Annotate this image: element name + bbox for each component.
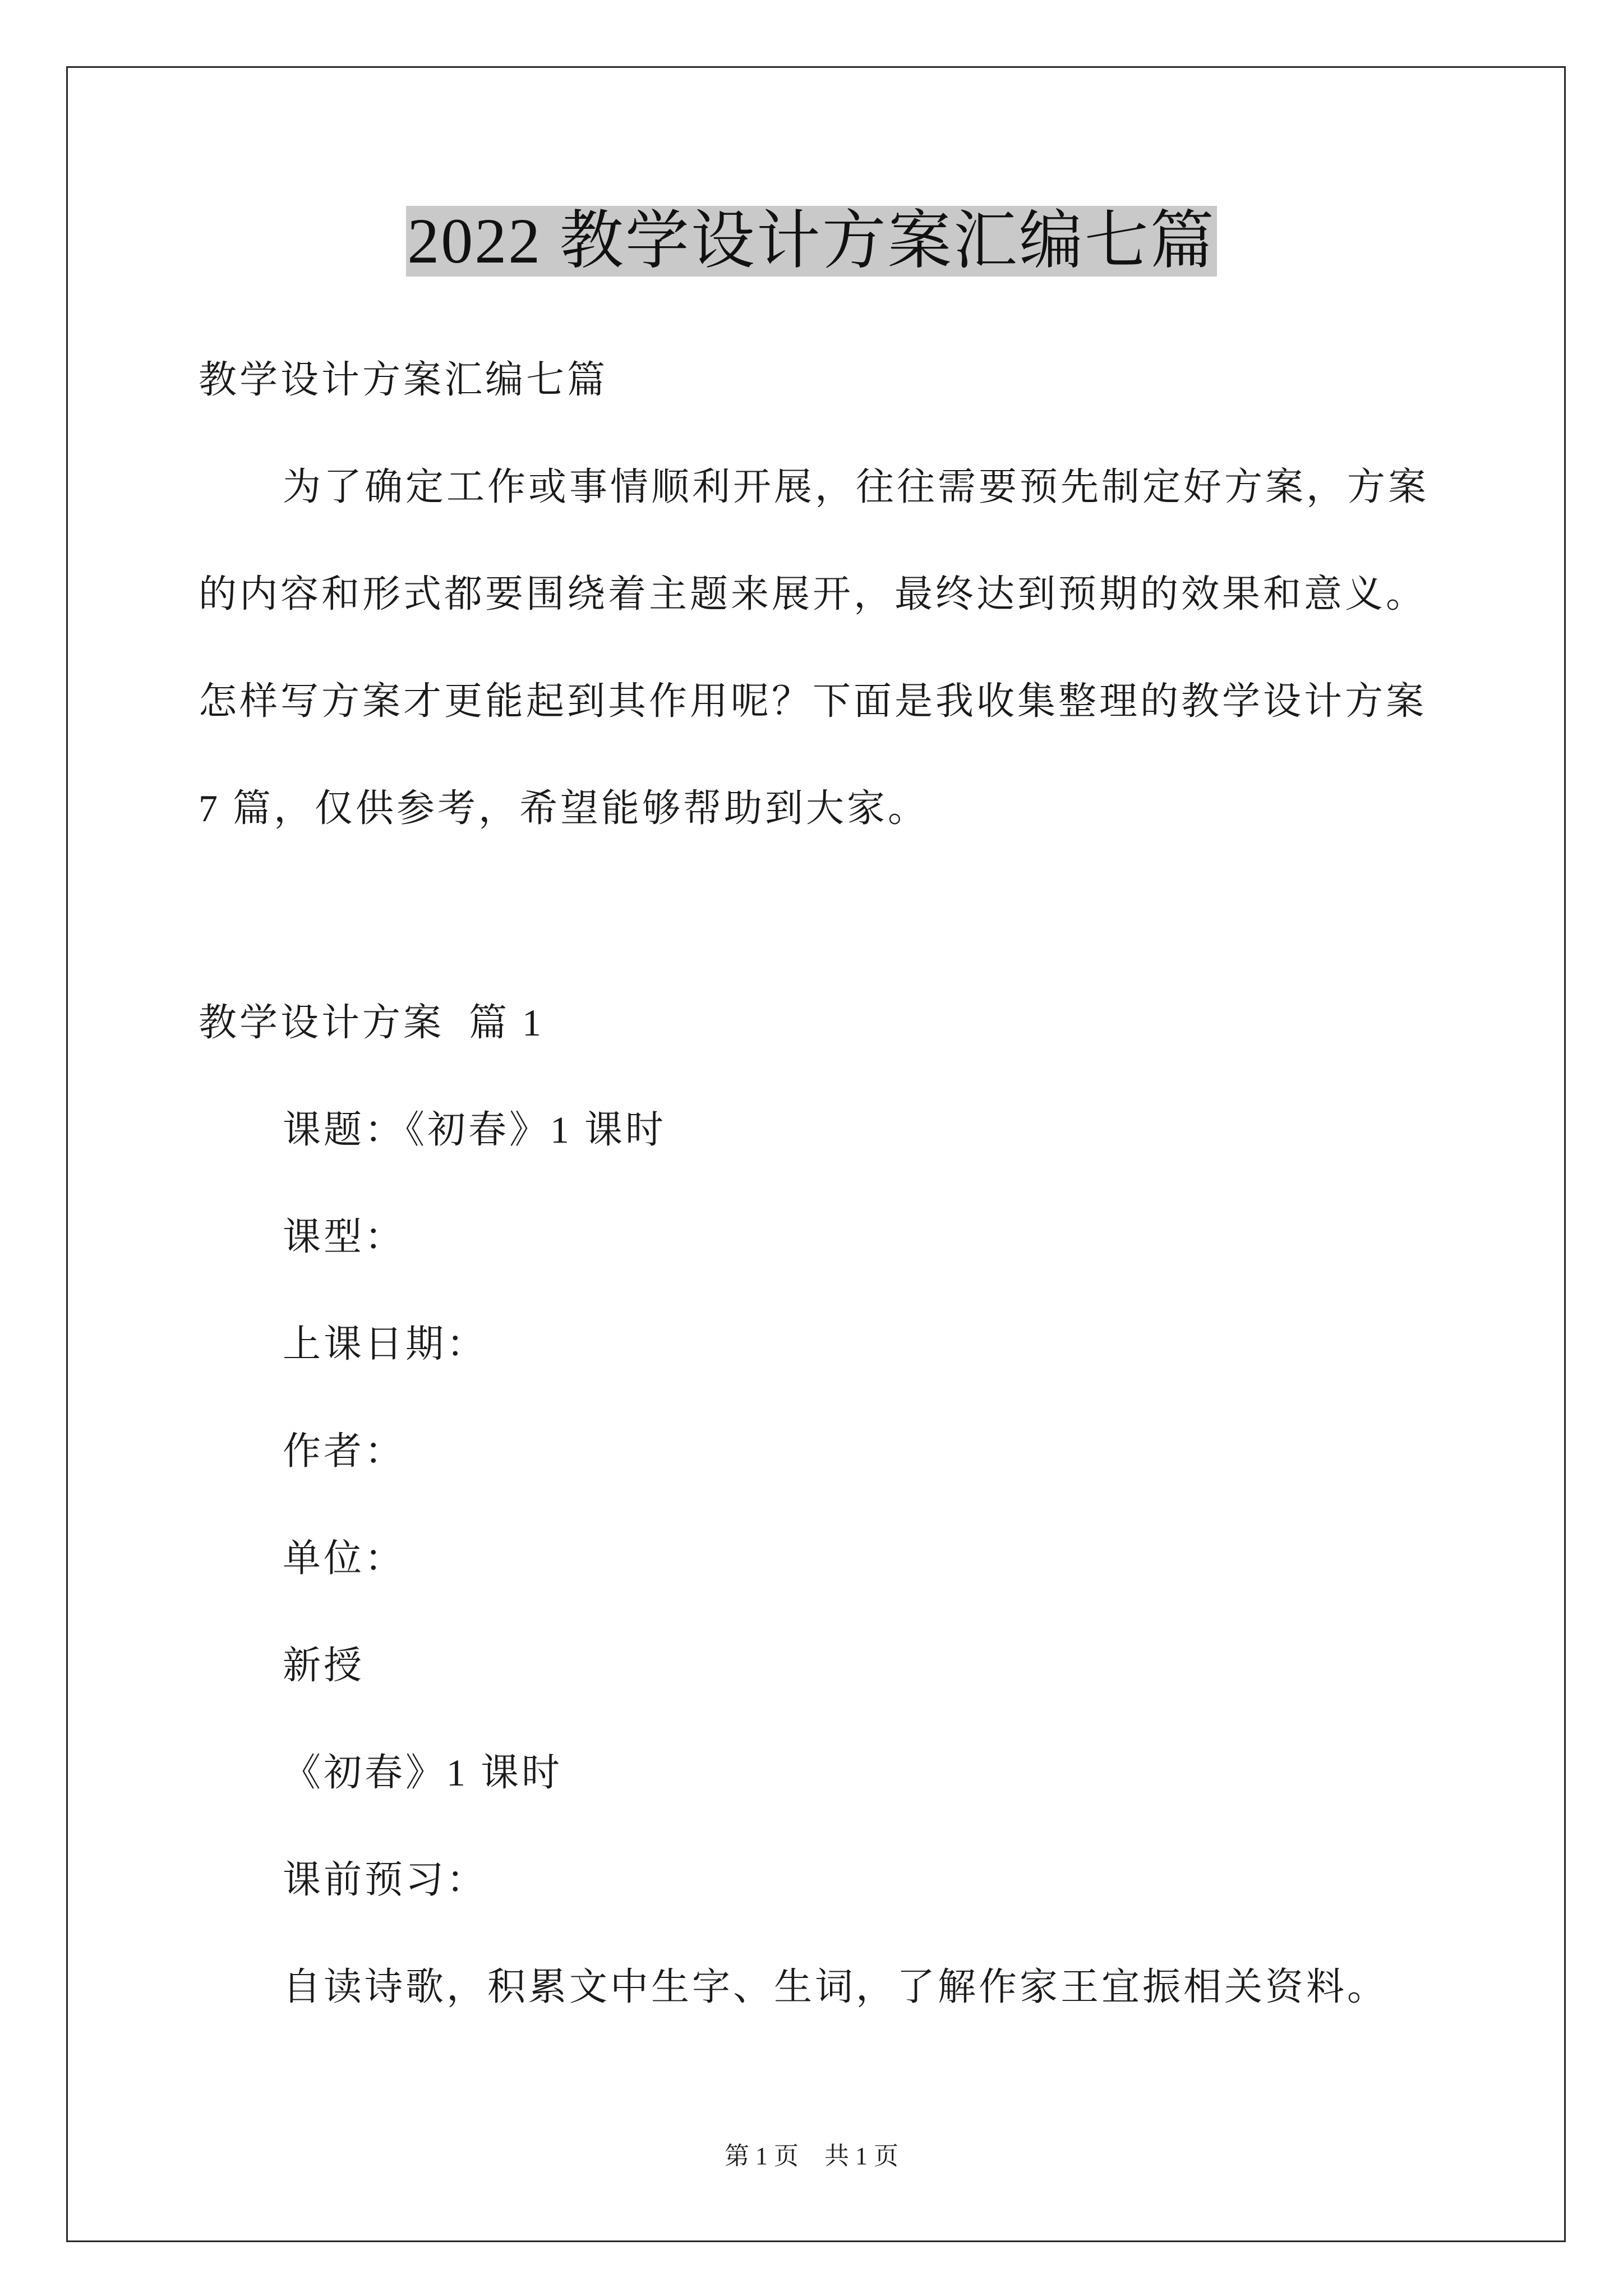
item-line: 课型： <box>283 1216 406 1258</box>
section-heading: 教学设计方案 篇 1 <box>199 1001 545 1044</box>
page-footer <box>0 2142 1623 2171</box>
document-subtitle: 教学设计方案汇编七篇 <box>199 358 608 401</box>
footer-page-total: 共 1 页 <box>824 2142 898 2170</box>
intro-line: 7 篇，仅供参考，希望能够帮助到大家。 <box>199 787 929 830</box>
document-title: 2022 教学设计方案汇编七篇 <box>407 205 1216 277</box>
document-body <box>199 326 1488 2041</box>
intro-line: 的内容和形式都要围绕着主题来展开，最终达到预期的效果和意义。 <box>199 573 1427 615</box>
item-line: 课前预习： <box>283 1858 488 1901</box>
intro-line: 为了确定工作或事情顺利开展，往往需要预先制定好方案，方案 <box>283 466 1430 508</box>
item-line: 《初春》1 课时 <box>283 1751 563 1794</box>
item-line: 课题：《初春》1 课时 <box>283 1108 667 1151</box>
blank-line <box>199 862 1488 969</box>
item-line: 自读诗歌，积累文中生字、生词，了解作家王宜振相关资料。 <box>283 1966 1389 2008</box>
footer-page-current: 第 1 页 <box>725 2142 799 2170</box>
title-container <box>0 206 1623 277</box>
item-line: 单位： <box>283 1537 406 1580</box>
item-line: 上课日期： <box>283 1323 488 1365</box>
intro-line: 怎样写方案才更能起到其作用呢？下面是我收集整理的教学设计方案 <box>199 680 1427 723</box>
item-line: 新授 <box>283 1644 365 1687</box>
item-line: 作者： <box>283 1430 406 1473</box>
